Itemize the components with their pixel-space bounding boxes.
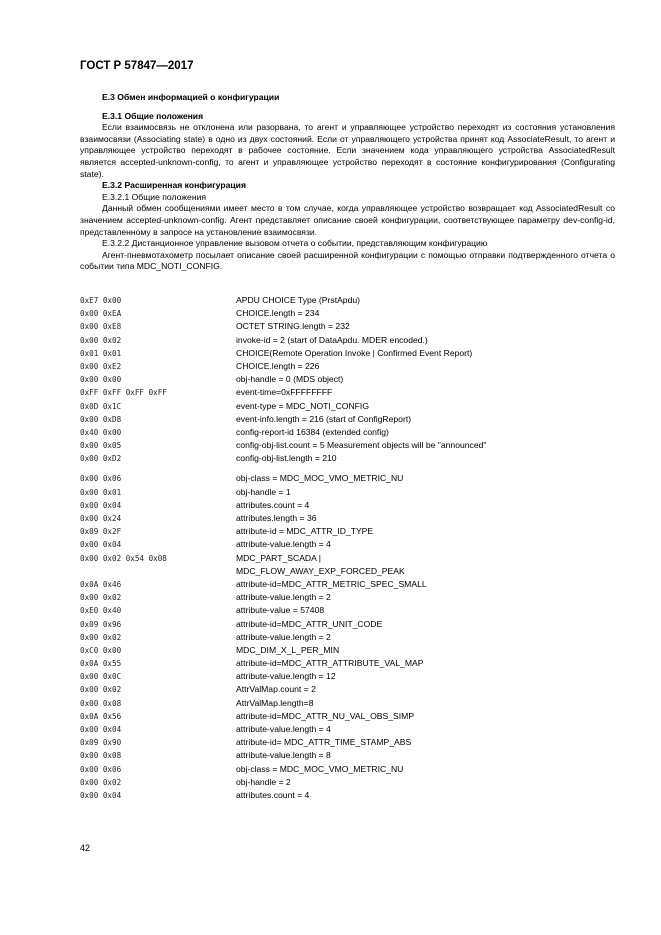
field-description: attributes.length = 36 bbox=[236, 513, 317, 523]
hex-bytes: 0x09 0x96 bbox=[80, 619, 122, 629]
listing-row bbox=[80, 670, 620, 683]
field-description: attribute-value.length = 2 bbox=[236, 592, 331, 603]
listing-row bbox=[80, 347, 620, 360]
hex-bytes: 0x00 0xD8 bbox=[80, 414, 122, 424]
listing-row bbox=[80, 452, 620, 465]
hex-bytes: 0x00 0x00 bbox=[80, 375, 122, 385]
field-description: obj-class = MDC_MOC_VMO_METRIC_NU bbox=[236, 473, 404, 484]
field-description: invoke-id = 2 (start of DataApdu. MDER encoded.) bbox=[236, 334, 428, 345]
listing-row bbox=[80, 618, 620, 631]
listing-row bbox=[80, 307, 620, 320]
code-listing bbox=[80, 294, 620, 802]
field-description: CHOICE(Remote Operation Invoke | Confirmed Event Report) bbox=[236, 347, 473, 358]
listing-row bbox=[80, 644, 620, 657]
field-description: obj-handle = 1 bbox=[236, 486, 291, 497]
hex-bytes: 0x00 0x02 bbox=[80, 593, 122, 603]
hex-bytes: 0x00 0x02 bbox=[80, 685, 122, 695]
hex-bytes: 0xE7 0x00 bbox=[80, 296, 122, 305]
listing-row bbox=[80, 657, 620, 670]
field-description: AttrValMap.count = 2 bbox=[236, 684, 316, 695]
hex-bytes: 0x00 0x06 bbox=[80, 474, 122, 484]
field-description: MDC_PART_SCADA | bbox=[236, 552, 322, 563]
field-description: MDC_DIM_X_L_PER_MIN bbox=[236, 644, 340, 655]
field-description: attribute-id= MDC_ATTR_TIME_STAMP_ABS bbox=[236, 737, 412, 748]
hex-bytes: 0x0A 0x46 bbox=[80, 579, 122, 589]
field-description: attributes.count = 4 bbox=[236, 499, 310, 510]
hex-bytes: 0xE0 0x40 bbox=[80, 606, 122, 616]
field-description: attribute-value.length = 4 bbox=[236, 724, 331, 734]
field-description: attribute-id=MDC_ATTR_ATTRIBUTE_VAL_MAP bbox=[236, 658, 424, 669]
listing-row bbox=[80, 578, 620, 591]
listing-row bbox=[80, 386, 620, 399]
subsection-title-general-2: Е.3.2.1 Общие положения bbox=[102, 191, 207, 202]
hex-bytes bbox=[80, 565, 236, 578]
field-description: attribute-value.length = 12 bbox=[236, 671, 336, 682]
field-description: attribute-value = 57408 bbox=[236, 605, 325, 616]
listing-row bbox=[80, 413, 620, 426]
subsection-title-extended-config: Е.3.2 Расширенная конфигурация bbox=[102, 180, 246, 191]
hex-bytes: 0x00 0x04 bbox=[80, 540, 122, 550]
listing-row bbox=[80, 294, 620, 307]
hex-bytes: 0x00 0x08 bbox=[80, 751, 122, 761]
listing-row bbox=[80, 763, 620, 776]
listing-row bbox=[80, 320, 620, 333]
listing-row bbox=[80, 512, 620, 525]
hex-bytes: 0x00 0x05 bbox=[80, 441, 122, 451]
hex-bytes: 0x01 0x01 bbox=[80, 348, 122, 358]
field-description: attribute-value.length = 8 bbox=[236, 750, 331, 761]
hex-bytes: 0x00 0x02 bbox=[80, 632, 122, 642]
hex-bytes: 0x00 0xE2 bbox=[80, 361, 122, 371]
listing-row bbox=[80, 486, 620, 499]
field-description: attribute-id=MDC_ATTR_METRIC_SPEC_SMALL bbox=[236, 578, 427, 589]
field-description: event-time=0xFFFFFFFF bbox=[236, 387, 333, 398]
listing-row bbox=[80, 373, 620, 386]
subsection-title-general: Е.3.1 Общие положения bbox=[102, 110, 204, 121]
listing-row bbox=[80, 499, 620, 512]
listing-row bbox=[80, 360, 620, 373]
listing-row bbox=[80, 697, 620, 710]
paragraph-remote-control: Агент-пневмотахометр посылает описание своей расширенной конфигурации с помощью отправки подтвержденного отчета о событии типа MDC_NOTI_CONFIG. bbox=[80, 249, 615, 272]
field-description: attribute-value.length = 4 bbox=[236, 539, 331, 550]
hex-bytes: 0x09 0x90 bbox=[80, 738, 122, 748]
page-number: 42 bbox=[80, 843, 91, 853]
hex-bytes: 0x0A 0x56 bbox=[80, 711, 122, 721]
field-description: attributes.count = 4 bbox=[236, 789, 310, 800]
field-description: obj-handle = 0 (MDS object) bbox=[236, 374, 344, 385]
listing-row bbox=[80, 749, 620, 762]
hex-bytes: 0x00 0x24 bbox=[80, 514, 122, 523]
hex-bytes: 0x00 0x04 bbox=[80, 790, 122, 800]
listing-row bbox=[80, 334, 620, 347]
hex-bytes: 0x00 0x0C bbox=[80, 672, 122, 682]
field-description: CHOICE.length = 226 bbox=[236, 360, 320, 371]
field-description: config-report-id 16384 (extended config) bbox=[236, 426, 389, 437]
field-description: CHOICE.length = 234 bbox=[236, 308, 320, 319]
listing-row bbox=[80, 400, 620, 413]
document-header: ГОСТ Р 57847—2017 bbox=[80, 60, 194, 72]
field-description: OCTET STRING.length = 232 bbox=[236, 321, 350, 332]
section-content bbox=[80, 92, 615, 273]
hex-bytes: 0xFF 0xFF 0xFF 0xFF bbox=[80, 388, 167, 398]
field-description: config-obj-list.length = 210 bbox=[236, 453, 337, 464]
listing-row bbox=[80, 565, 620, 578]
listing-row bbox=[80, 683, 620, 696]
field-description: obj-class = MDC_MOC_VMO_METRIC_NU bbox=[236, 763, 404, 774]
hex-bytes: 0x0A 0x55 bbox=[80, 659, 122, 669]
listing-row bbox=[80, 631, 620, 644]
hex-bytes: 0x00 0x04 bbox=[80, 725, 122, 734]
field-description: attribute-id=MDC_ATTR_NU_VAL_OBS_SIMP bbox=[236, 710, 415, 721]
field-description: obj-handle = 2 bbox=[236, 776, 291, 787]
listing-row bbox=[80, 710, 620, 723]
field-description: attribute-id=MDC_ATTR_UNIT_CODE bbox=[236, 618, 383, 629]
listing-row bbox=[80, 776, 620, 789]
hex-bytes: 0x00 0x08 bbox=[80, 698, 122, 708]
listing-row bbox=[80, 736, 620, 749]
field-description: APDU CHOICE Type (PrstApdu) bbox=[236, 295, 361, 305]
field-description: config-obj-list.count = 5 Measurement objects will be "announced" bbox=[236, 440, 487, 451]
paragraph-extended-config: Данный обмен сообщениями имеет место в том случае, когда управляющее устройство возвращает код AssociatedResult со значением accepted-unknown-config. Агент представляет описание своей конфигурации, соответствующее параметру dev-config-id, представленному в запросе на установление взаимосвязи. bbox=[80, 203, 615, 237]
hex-bytes: 0x0D 0x1C bbox=[80, 401, 122, 411]
hex-bytes: 0xC0 0x00 bbox=[80, 645, 122, 655]
listing-row bbox=[80, 426, 620, 439]
hex-bytes: 0x00 0xD2 bbox=[80, 454, 122, 464]
subsection-title-remote-control: Е.3.2.2 Дистанционное управление вызовом отчета о событии, представляющим конфигурацию bbox=[102, 238, 488, 249]
paragraph-general: Если взаимосвязь не отклонена или разорвана, то агент и управляющее устройство переходят из состояния установления взаимосвязи (Associating state) в одно из двух состояний. Если от управляющего устройства принят код AssociateResult, то агент и управляющее устройство переходят в рабочее состояние. Если значением кода управляющего устройства AssociatedResult является accepted-unknown-config, то агент и управляющее устройство переходят в состояние конфигурирования (Configurating state). bbox=[80, 122, 615, 179]
hex-bytes: 0x00 0x02 bbox=[80, 777, 122, 787]
listing-row bbox=[80, 591, 620, 604]
field-description: attribute-value.length = 2 bbox=[236, 631, 331, 642]
hex-bytes: 0x00 0x06 bbox=[80, 764, 122, 774]
listing-row bbox=[80, 538, 620, 551]
listing-row bbox=[80, 789, 620, 802]
hex-bytes: 0x00 0xEA bbox=[80, 309, 122, 319]
field-description: event-type = MDC_NOTI_CONFIG bbox=[236, 400, 369, 411]
listing-row bbox=[80, 472, 620, 485]
listing-row bbox=[80, 723, 620, 736]
section-title: Е.3 Обмен информацией о конфигурации bbox=[102, 92, 280, 102]
listing-row bbox=[80, 552, 620, 565]
field-description: event-info.length = 216 (start of ConfigReport) bbox=[236, 413, 412, 424]
hex-bytes: 0x00 0x01 bbox=[80, 487, 122, 497]
field-description: AttrValMap.length=8 bbox=[236, 697, 314, 708]
hex-bytes: 0x00 0x02 0x54 0x08 bbox=[80, 553, 167, 563]
listing-row bbox=[80, 439, 620, 452]
field-description: attribute-id = MDC_ATTR_ID_TYPE bbox=[236, 526, 374, 537]
hex-bytes: 0x40 0x00 bbox=[80, 427, 122, 437]
listing-spacer bbox=[80, 465, 620, 472]
listing-row bbox=[80, 604, 620, 617]
field-description: MDC_FLOW_AWAY_EXP_FORCED_PEAK bbox=[236, 565, 405, 576]
hex-bytes: 0x00 0x04 bbox=[80, 500, 122, 510]
hex-bytes: 0x00 0x02 bbox=[80, 335, 122, 345]
listing-row bbox=[80, 525, 620, 538]
hex-bytes: 0x09 0x2F bbox=[80, 527, 122, 537]
hex-bytes: 0x00 0xE8 bbox=[80, 322, 122, 332]
